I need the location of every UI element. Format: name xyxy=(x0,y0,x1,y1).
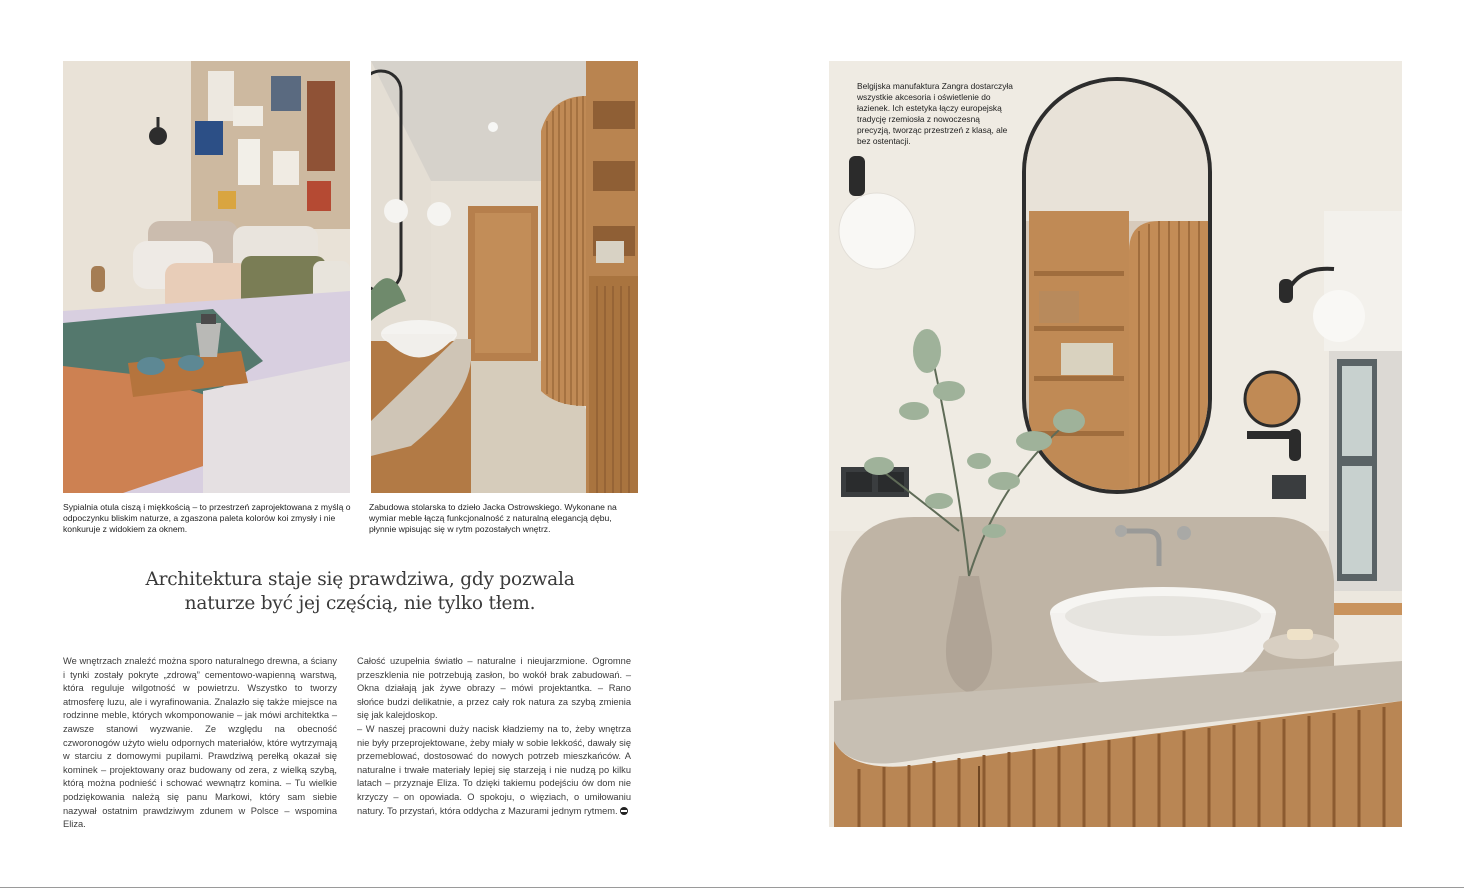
bathroom-caption: Belgijska manufaktura Zangra dostarczyła wszystkie akcesoria i oświetlenie do łazienek. Ich estetyka łączy europejską tradycję rzemiosła z nowoczesną precyzją, tworząc przestrzeń z klasą, ale bez ostentacji. xyxy=(857,81,1013,146)
bedroom-caption: Sypialnia otula ciszą i miękkością – to przestrzeń zaprojektowana z myślą o odpoczynku bliskim naturze, a zgaszona paleta kolorów koi zmysły i nie konkuruje z widokiem za oknem. xyxy=(63,502,351,535)
article-end-icon xyxy=(620,807,628,815)
hallway-photo xyxy=(371,61,638,493)
hallway-caption: Zabudowa stolarska to dzieło Jacka Ostrowskiego. Wykonane na wymiar meble łączą funkcjonalność z naturalną elegancją dębu, płynnie wpisując się w rytm pozostałych wnętrz. xyxy=(369,502,617,535)
body-column-left xyxy=(63,655,337,832)
pull-quote: Architektura staje się prawdziwa, gdy pozwala naturze być jej częścią, nie tylko tłem. xyxy=(145,569,575,614)
page-bottom-rule xyxy=(0,887,1464,888)
body-paragraph: Całość uzupełnia światło – naturalne i nieujarzmione. Ogromne przeszklenia nie potrzebują zasłon, bo wokół brak zabudowań. – Okna działają jak żywe obrazy – mówi projektantka. – Rano słońce budzi delikatnie, a przez cały rok natura za szybą zmienia się jak kalejdoskop. xyxy=(357,656,631,721)
body-column-right xyxy=(357,655,631,818)
bedroom-photo xyxy=(63,61,350,493)
body-paragraph xyxy=(357,723,631,818)
bathroom-photo xyxy=(829,61,1402,827)
body-paragraph: We wnętrzach znaleźć można sporo naturalnego drewna, a ściany i tynki zostały pokryte „zdrową” cementowo-wapienną warstwą, która reguluje wilgotność w powietrzu. Wszystko to tworzy atmosferę luzu, ale i wyrafinowania. Znalazło się także miejsce na rodzinne meble, których wkomponowanie – jak mówi architektka – zawsze stanowi wyzwanie. Ze względu na obecność czworonogów użyto wielu odpornych materiałów, które wytrzymają w starciu z domowymi pupilami. Prawdziwą perełką okazał się kominek – projektowany oraz budowany od zera, z wielką szybą, którą można podnieść i schować wewnątrz komina. – Tu wielkie podziękowania należą się panu Markowi, który sam siebie nazywał ostatnim prawdziwym zdunem w Polsce – wspomina Eliza. xyxy=(63,656,337,830)
body-paragraph-text: – W naszej pracowni duży nacisk kładziemy na to, żeby wnętrza nie były przeprojektowane, żeby miały w sobie lekkość, dawały się przemeblować, dostosować do nowych potrzeb mieszkańców. A naturalne i trwałe materiały lepiej się starzeją i nie nudzą po kilku latach – przyznaje Eliza. To dzięki takiemu podejściu ów dom nie krzyczy – on opowiada. O spokoju, o więziach, o umiłowaniu natury. To przystań, która oddycha z Mazurami jednym rytmem. xyxy=(357,723,631,816)
